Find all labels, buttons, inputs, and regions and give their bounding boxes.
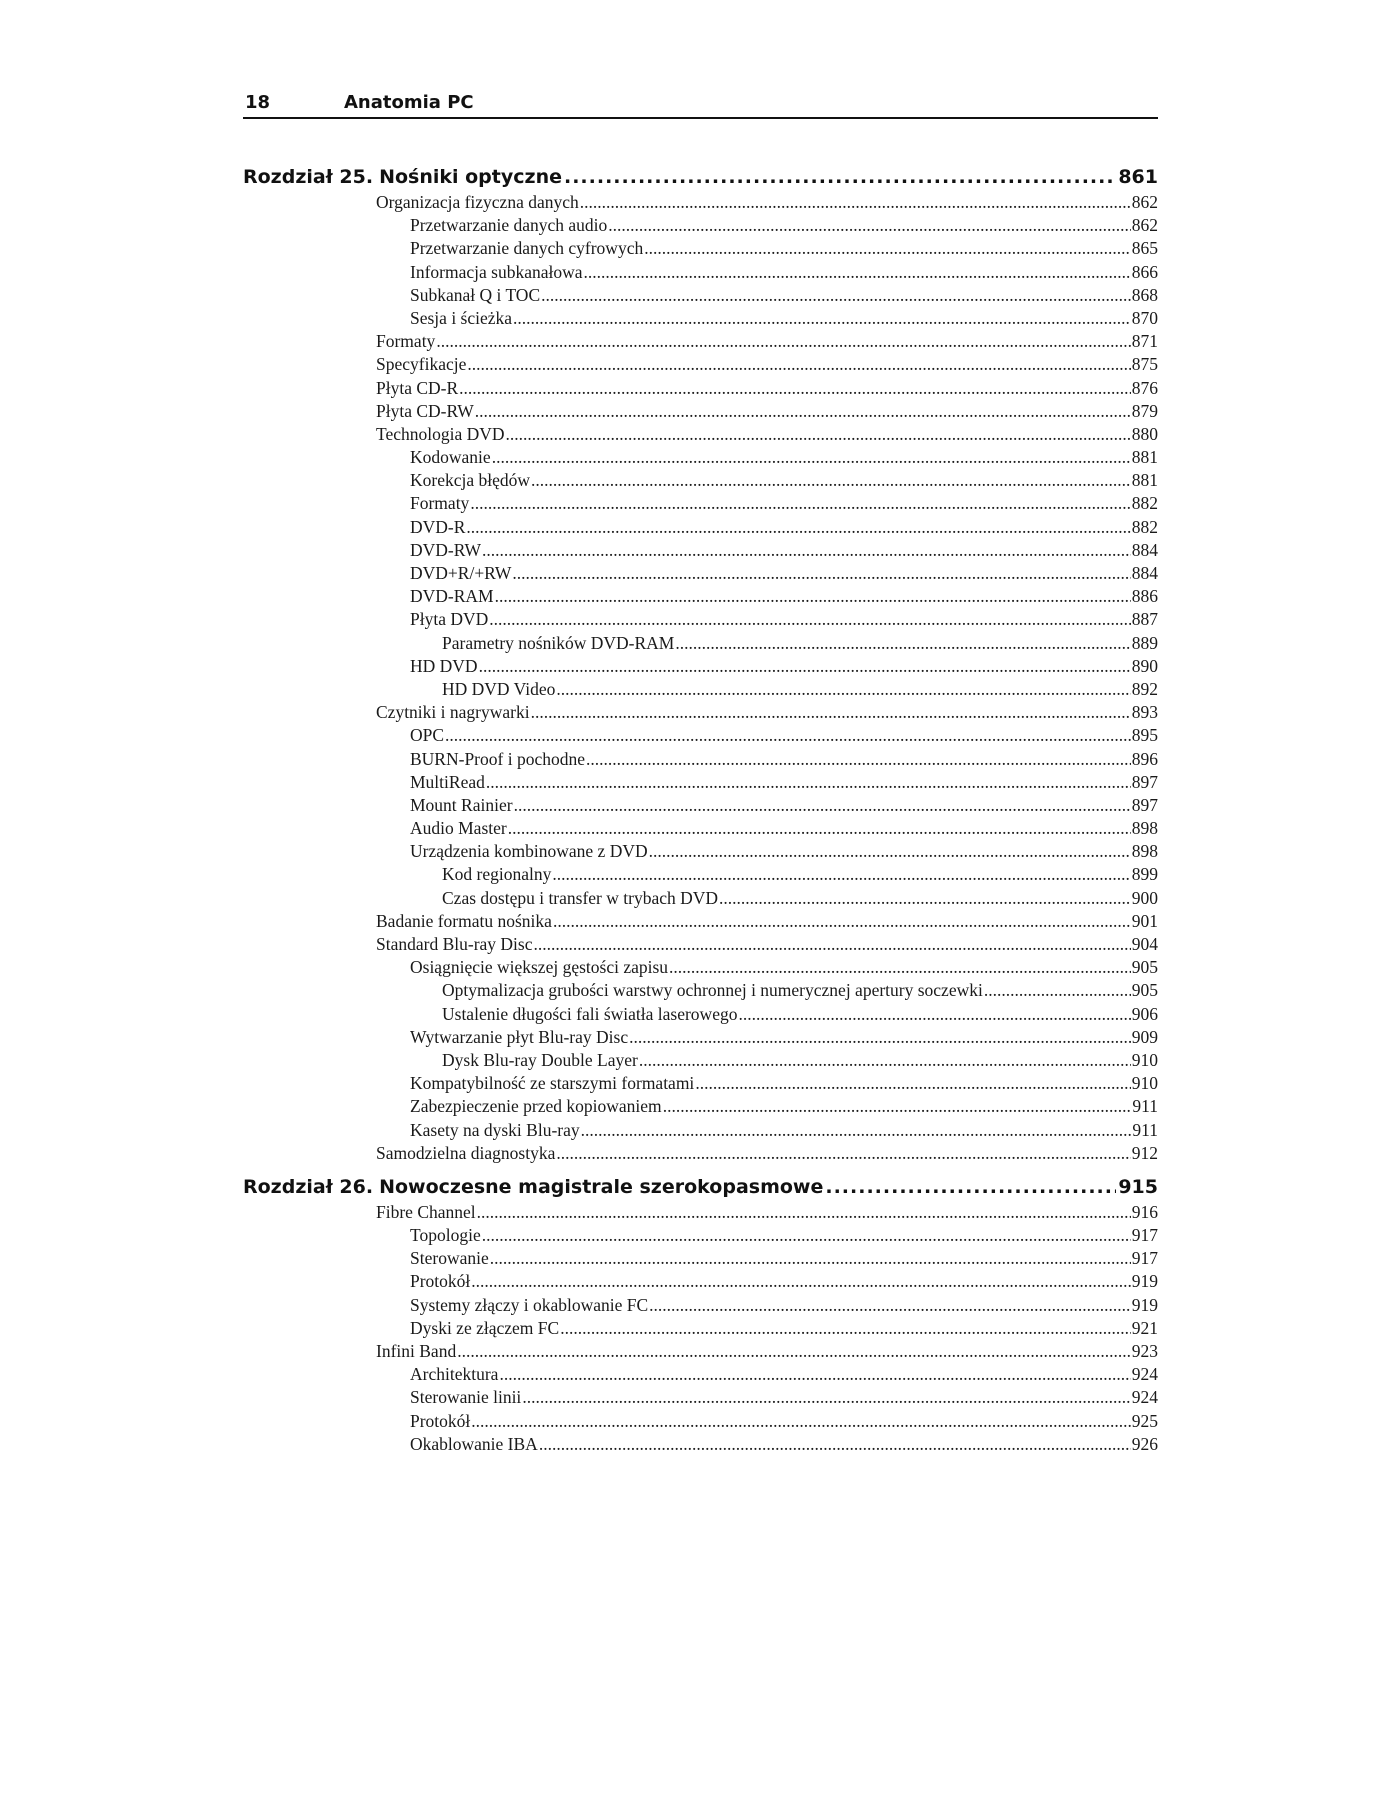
dot-leader [436,330,1130,353]
dot-leader [553,910,1131,933]
toc-entry-title: DVD-R [410,516,466,537]
toc-entry-title: DVD-RW [410,539,481,560]
page-number: 18 [245,92,271,113]
toc-entry[interactable] [243,377,1158,400]
toc-entry-page: 868 [1131,284,1158,305]
toc-entry-page: 900 [1131,887,1158,908]
dot-leader [984,979,1131,1002]
toc-entry[interactable] [243,261,1158,284]
toc-entry-page: 890 [1131,655,1158,676]
toc-entry-title: Subkanał Q i TOC [410,284,541,305]
toc-entry-page: 871 [1131,331,1158,352]
toc-entry[interactable] [243,1317,1158,1340]
toc-entry[interactable] [243,469,1158,492]
toc-entry[interactable] [243,1049,1158,1072]
toc-entry[interactable] [243,933,1158,956]
header-rule [243,117,1158,119]
toc-entry-page: 881 [1131,470,1158,491]
toc-entry-page: 879 [1131,400,1158,421]
toc-entry-page: 895 [1131,725,1158,746]
toc-entry[interactable] [243,608,1158,631]
chapter-title: Nośniki optyczne [379,166,562,188]
toc-entry-title: Sterowanie [410,1248,489,1269]
toc-entry[interactable] [243,1433,1158,1456]
toc-entry[interactable] [243,863,1158,886]
toc-entry-title: Badanie formatu nośnika [376,910,552,931]
toc-entry-page: 899 [1131,864,1158,885]
toc-entry-page: 909 [1131,1026,1158,1047]
toc-entry-page: 901 [1131,910,1158,931]
dot-leader [675,632,1130,655]
chapter-label: Rozdział 25. [243,166,374,188]
toc-entry-page: 876 [1131,377,1158,398]
toc-entry-page: 910 [1131,1073,1158,1094]
dot-leader [470,492,1130,515]
toc-entry[interactable] [243,446,1158,469]
toc-entry[interactable] [243,1247,1158,1270]
dot-leader [695,1072,1130,1095]
dot-leader [457,1340,1131,1363]
dot-leader [586,748,1131,771]
toc-entry[interactable] [243,1201,1158,1224]
toc-entry-title: Czytniki i nagrywarki [376,702,530,723]
toc-entry-page: 897 [1131,771,1158,792]
toc-entry[interactable] [243,724,1158,747]
dot-leader [513,307,1131,330]
toc-entry-page: 917 [1131,1225,1158,1246]
toc-entry-page: 905 [1131,980,1158,1001]
toc-entry[interactable] [243,1294,1158,1317]
dot-leader [490,1247,1131,1270]
toc-entry-page: 882 [1131,516,1158,537]
toc-entry[interactable] [243,284,1158,307]
toc-entry-title: Mount Rainier [410,794,513,815]
dot-leader [495,585,1131,608]
toc-entry-title: Kompatybilność ze starszymi formatami [410,1073,695,1094]
dot-leader [560,1317,1131,1340]
dot-leader [649,840,1131,863]
toc-entry[interactable] [243,794,1158,817]
dot-leader [663,1095,1132,1118]
toc-entry-title: Przetwarzanie danych cyfrowych [410,238,644,259]
dot-leader [514,794,1131,817]
dot-leader [522,1386,1130,1409]
dot-leader [482,1224,1131,1247]
toc-entry-page: 898 [1131,841,1158,862]
toc-entry[interactable] [243,979,1158,1002]
toc-entry-page: 905 [1131,957,1158,978]
toc-entry[interactable] [243,840,1158,863]
toc-entry-page: 924 [1131,1364,1158,1385]
toc-entry[interactable] [243,585,1158,608]
toc-entry-title: Formaty [410,493,470,514]
dot-leader [466,516,1130,539]
toc-entry-title: Technologia DVD [376,423,505,444]
toc-entry[interactable] [243,492,1158,515]
toc-entry-title: Protokół [410,1271,471,1292]
toc-entry-title: Płyta CD-R [376,377,459,398]
toc-entry-page: 892 [1131,678,1158,699]
toc-entry[interactable] [243,1003,1158,1026]
toc-entry-title: Organizacja fizyczna danych [376,192,579,212]
toc-entry[interactable] [243,214,1158,237]
toc-entry-title: Przetwarzanie danych audio [410,215,608,236]
toc-entry-page: 865 [1131,238,1158,259]
toc-entry[interactable] [243,910,1158,933]
dot-leader [489,608,1130,631]
toc-entry[interactable] [243,655,1158,678]
chapter-page-number: 915 [1118,1175,1158,1198]
dot-leader [477,1201,1131,1224]
dot-leader [467,353,1130,376]
dot-leader [534,933,1131,956]
dot-leader [719,887,1131,910]
toc-entry-page: 924 [1131,1387,1158,1408]
dot-leader [531,469,1131,492]
toc-entry-page: 911 [1132,1119,1158,1140]
toc-entry-page: 880 [1131,423,1158,444]
toc-entry-title: Czas dostępu i transfer w trybach DVD [442,887,719,908]
toc-entry-title: Architektura [410,1364,499,1385]
toc-entry[interactable] [243,632,1158,655]
dot-leader [539,1433,1131,1456]
toc-entry[interactable] [243,1386,1158,1409]
dot-leader [644,237,1131,260]
toc-entry-title: Wytwarzanie płyt Blu-ray Disc [410,1026,629,1047]
dot-leader [471,1270,1130,1293]
toc-entry-title: Standard Blu-ray Disc [376,934,533,954]
toc-entry-title: Informacja subkanałowa [410,261,583,282]
toc-entry[interactable] [243,237,1158,260]
toc-entry-title: Urządzenia kombinowane z DVD [410,841,648,862]
toc-entry[interactable] [243,956,1158,979]
dot-leader [445,724,1131,747]
toc-entry-title: Kod regionalny [442,864,552,885]
toc-entry[interactable] [243,191,1158,214]
toc-entry[interactable] [243,307,1158,330]
toc-entry[interactable] [243,1072,1158,1095]
toc-entry[interactable] [243,701,1158,724]
chapter-label: Rozdział 26. [243,1175,374,1198]
toc-entry-title: Audio Master [410,818,507,839]
toc-entry-title: Topologie [410,1225,481,1246]
toc-entry-title: Dysk Blu-ray Double Layer [442,1049,638,1070]
dot-leader [564,163,1116,191]
dot-leader [629,1026,1131,1049]
toc-entry-title: Specyfikacje [376,354,467,375]
toc-entry-page: 917 [1131,1248,1158,1269]
toc-entry[interactable] [243,1410,1158,1433]
toc-entry[interactable] [243,1119,1158,1142]
toc-entry-page: 911 [1132,1096,1158,1117]
toc-entry[interactable] [243,562,1158,585]
toc-entry-title: Samodzielna diagnostyka [376,1142,556,1163]
chapter-section [243,163,1158,1165]
toc-entry[interactable] [243,887,1158,910]
toc-entry-page: 904 [1131,934,1158,954]
dot-leader [459,377,1131,400]
toc-entry-title: Kasety na dyski Blu-ray [410,1119,580,1140]
toc-entry[interactable] [243,330,1158,353]
dot-leader [580,191,1131,214]
toc-entry-title: Parametry nośników DVD-RAM [442,632,675,653]
toc-entry-page: 889 [1131,632,1158,653]
toc-entry[interactable] [243,423,1158,446]
dot-leader [556,678,1130,701]
toc-entry-title: Okablowanie IBA [410,1433,538,1454]
dot-leader [479,655,1131,678]
toc-entry-page: 862 [1131,192,1158,212]
toc-entry-title: DVD+R/+RW [410,563,512,583]
toc-entry-title: MultiRead [410,771,485,792]
toc-entry-title: Infini Band [376,1341,457,1361]
dot-leader [584,261,1131,284]
toc-entry-page: 923 [1131,1341,1158,1361]
toc-entry-page: 884 [1131,563,1158,583]
dot-leader [581,1119,1132,1142]
toc-entry-title: Płyta DVD [410,609,489,630]
dot-leader [508,817,1131,840]
dot-leader [486,771,1131,794]
toc-entry-title: Korekcja błędów [410,470,531,491]
dot-leader [499,1363,1130,1386]
toc-entry-page: 912 [1131,1142,1158,1163]
toc-entry-title: OPC [410,725,445,746]
toc-entry[interactable] [243,1026,1158,1049]
toc-entry-page: 906 [1131,1003,1158,1024]
toc-entry-title: Ustalenie długości fali światła laserowego [442,1003,738,1024]
toc-entry-page: 896 [1131,748,1158,769]
dot-leader [541,284,1131,307]
dot-leader [639,1049,1131,1072]
dot-leader [552,863,1130,886]
toc-entry-page: 866 [1131,261,1158,282]
toc-entry[interactable] [243,1363,1158,1386]
toc-entry[interactable] [243,1095,1158,1118]
dot-leader [669,956,1131,979]
toc-entry-page: 925 [1131,1410,1158,1431]
toc-entry-title: Optymalizacja grubości warstwy ochronnej i numerycznej apertury soczewki [442,980,983,1001]
dot-leader [482,539,1131,562]
dot-leader [475,400,1131,423]
chapter-title: Nowoczesne magistrale szerokopasmowe [379,1175,824,1198]
toc-entry-page: 926 [1131,1433,1158,1454]
toc-entry[interactable] [243,516,1158,539]
toc-entry[interactable] [243,1142,1158,1165]
chapter-heading[interactable] [243,1173,1158,1201]
toc-entry-page: 884 [1131,539,1158,560]
toc-entry-page: 910 [1131,1049,1158,1070]
dot-leader [506,423,1131,446]
toc-entry[interactable] [243,353,1158,376]
dot-leader [556,1142,1130,1165]
toc-entry-title: HD DVD Video [442,678,556,699]
toc-entry-page: 862 [1131,215,1158,236]
toc-entry[interactable] [243,1270,1158,1293]
chapter-heading[interactable] [243,163,1158,191]
toc-entry-title: Osiągnięcie większej gęstości zapisu [410,957,669,978]
toc-entry-title: Sterowanie linii [410,1387,522,1408]
toc-entry-page: 875 [1131,354,1158,375]
toc-entry[interactable] [243,678,1158,701]
toc-entry-page: 881 [1131,447,1158,468]
toc-entry[interactable] [243,1224,1158,1247]
toc-entry-title: Protokół [410,1410,471,1431]
dot-leader [531,701,1131,724]
toc-entry-page: 882 [1131,493,1158,514]
toc-entry[interactable] [243,400,1158,423]
toc-entry-page: 886 [1131,586,1158,607]
toc-entry-title: DVD-RAM [410,586,494,607]
toc-entry-title: Sesja i ścieżka [410,307,513,328]
toc-entry-page: 919 [1131,1271,1158,1292]
toc-entry-page: 893 [1131,702,1158,723]
dot-leader [512,562,1130,585]
dot-leader [825,1173,1116,1201]
toc-entry-title: BURN-Proof i pochodne [410,748,585,769]
toc-entry-page: 916 [1131,1201,1158,1222]
toc-entry-title: Fibre Channel [376,1201,476,1222]
toc-entry-page: 898 [1131,818,1158,839]
running-header [243,90,1158,120]
dot-leader [738,1003,1130,1026]
table-of-contents [243,163,1158,1456]
toc-entry-title: Zabezpieczenie przed kopiowaniem [410,1096,662,1117]
toc-entry[interactable] [243,748,1158,771]
toc-entry-title: HD DVD [410,655,478,676]
toc-entry-title: Systemy złączy i okablowanie FC [410,1294,649,1315]
toc-entry-title: Płyta CD-RW [376,400,474,421]
toc-entry-page: 897 [1131,794,1158,815]
toc-entry[interactable] [243,771,1158,794]
toc-entry-title: Kodowanie [410,447,491,468]
dot-leader [608,214,1130,237]
toc-entry[interactable] [243,539,1158,562]
dot-leader [492,446,1131,469]
book-title: Anatomia PC [344,92,474,113]
toc-entry-page: 919 [1131,1294,1158,1315]
toc-entry[interactable] [243,1340,1158,1363]
chapter-section [243,1173,1158,1456]
toc-entry-page: 870 [1131,307,1158,328]
toc-entry-page: 887 [1131,609,1158,630]
dot-leader [471,1410,1130,1433]
toc-entry-title: Formaty [376,331,436,352]
dot-leader [649,1294,1131,1317]
toc-entry-page: 921 [1131,1317,1158,1338]
toc-entry-title: Dyski ze złączem FC [410,1317,560,1338]
chapter-page-number: 861 [1118,166,1158,188]
toc-entry[interactable] [243,817,1158,840]
